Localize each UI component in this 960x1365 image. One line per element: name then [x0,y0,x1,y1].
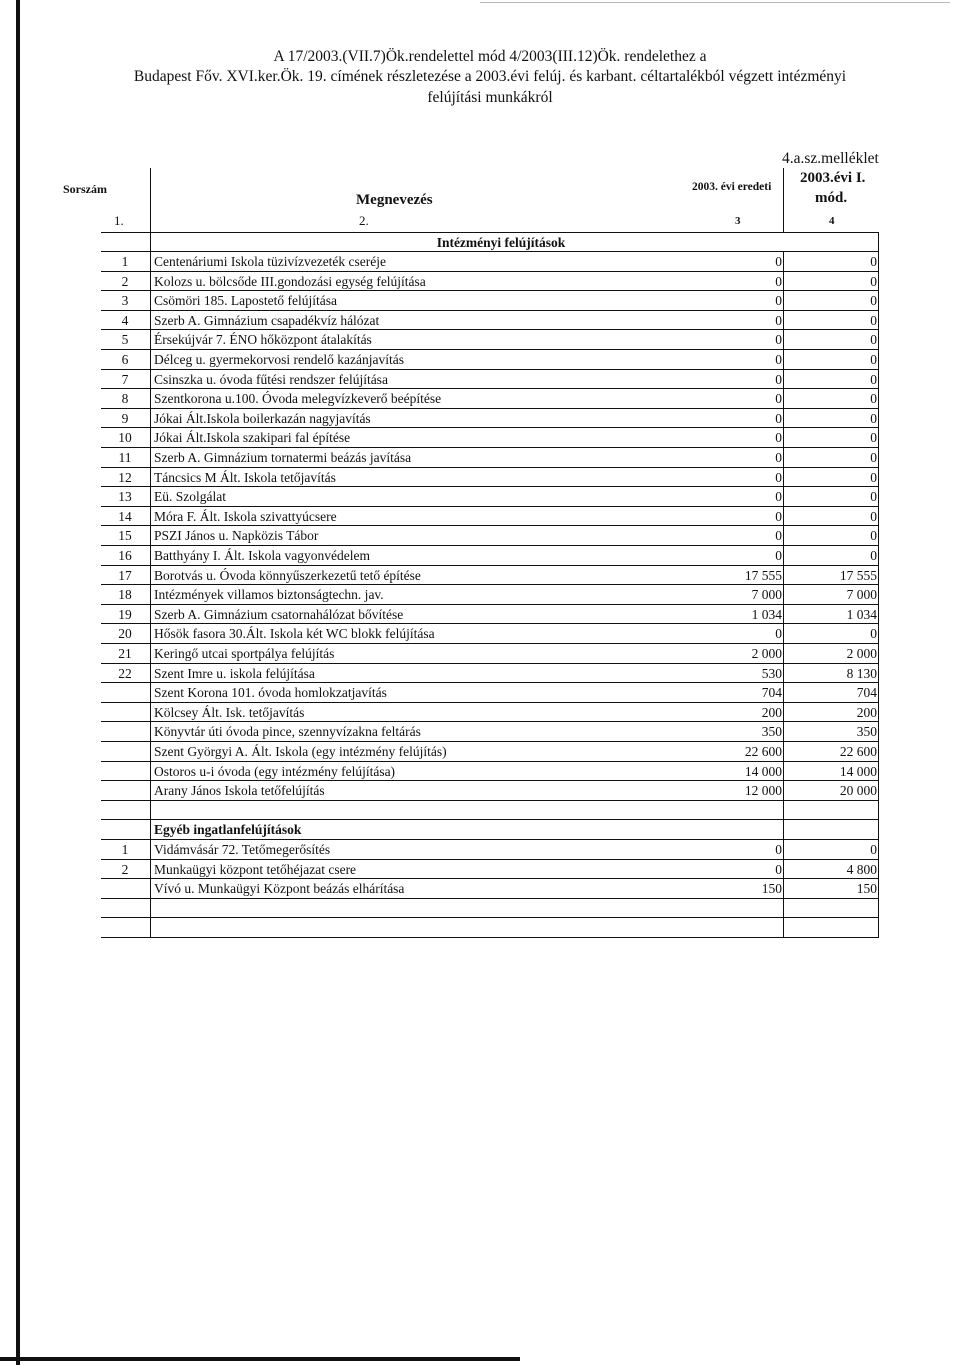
row-number [101,703,149,722]
row-number [101,742,149,761]
doc-title-line-1: A 17/2003.(VII.7)Ök.rendelettel mód 4/2003(III.12)Ök. rendelethez a [273,48,707,65]
row-value-modified: 8 130 [846,666,877,681]
row-number: 3 [121,293,129,308]
table-row [101,801,878,820]
row-value-modified: 20 000 [839,783,877,798]
row-number [101,781,149,800]
row-number: 19 [118,607,132,622]
row-value-original: 0 [775,862,782,877]
row-value-original: 0 [775,528,782,543]
table-row [101,370,878,389]
grid-vline [150,168,151,232]
row-value-original: 0 [775,842,782,857]
row-value-original: 0 [775,489,782,504]
row-name: Szent Imre u. iskola felújítása [154,666,315,681]
table-row [101,624,878,643]
row-value-original: 0 [775,411,782,426]
row-name: Könyvtár úti óvoda pince, szennyvízakna feltárás [154,724,421,739]
row-name: Vidámvásár 72. Tetőmegerősítés [154,842,331,857]
row-name: Szentkorona u.100. Óvoda melegvízkeverő beépítése [154,391,442,406]
doc-title-line-3: felújítási munkákról [427,89,553,106]
row-value-original: 22 600 [744,744,782,759]
header-colnum-1: 1. [114,213,124,228]
section-1-row [101,233,878,252]
row-value-original: 0 [775,450,782,465]
row-value-original: 0 [775,372,782,387]
row-number: 21 [118,646,132,661]
row-value-modified: 200 [856,705,877,720]
row-value-modified: 0 [870,274,877,289]
table-row [101,487,878,506]
row-value-modified: 0 [870,430,877,445]
grid-vline [783,168,784,232]
row-value-modified: 350 [856,724,877,739]
row-name: Borotvás u. Óvoda könnyűszerkezetű tető építése [154,568,421,583]
row-value-modified: 2 000 [846,646,877,661]
row-name: Érsekújvár 7. ÉNO hőközpont átalakítás [154,332,372,347]
table-row [101,546,878,565]
row-name: Szent Györgyi A. Ált. Iskola (egy intézmény felújítás) [154,744,447,759]
scan-top-edge [480,2,950,3]
row-name: Keringő utcai sportpálya felújítás [154,646,335,661]
row-number: 13 [118,489,132,504]
table-row [101,350,878,369]
row-name: Kolozs u. bölcsőde III.gondozási egység felújítása [154,274,426,289]
row-value-original: 14 000 [744,764,782,779]
row-value-modified: 14 000 [839,764,877,779]
row-number [101,899,149,918]
doc-title-line-2: Budapest Főv. XVI.ker.Ök. 19. címének részletezése a 2003.évi felúj. és karbant. céltartalékból végzett intézményi [133,68,847,85]
table-row [101,311,878,330]
row-number: 12 [118,470,132,485]
table-row [101,468,878,487]
table-row [101,840,878,859]
row-value-modified: 0 [870,450,877,465]
row-number: 11 [118,450,132,465]
annex-label: 4.a.sz.melléklet [782,150,879,167]
row-value-original [686,801,782,820]
row-value-modified: 7 000 [846,587,877,602]
row-value-original: 17 555 [744,568,782,583]
row-value-original: 200 [761,705,782,720]
row-number: 7 [121,372,129,387]
row-value-original: 0 [775,470,782,485]
row-name: PSZI János u. Napközis Tábor [154,528,319,543]
row-name: Munkaügyi központ tetőhéjazat csere [154,862,357,877]
header-mod-line2: mód. [815,190,848,206]
row-number: 14 [118,509,132,524]
row-value-original: 0 [775,293,782,308]
row-value-original: 350 [761,724,782,739]
row-number [101,683,149,702]
header-colnum-4: 4 [829,215,835,227]
row-value-original: 0 [775,626,782,641]
table-row [101,389,878,408]
row-value-modified: 0 [870,509,877,524]
row-number: 5 [121,332,129,347]
row-number: 15 [118,528,132,543]
section-1-title: Intézményi felújítások [436,235,566,250]
row-number: 18 [118,587,132,602]
row-value-modified: 0 [870,548,877,563]
table-row [101,664,878,683]
row-number: 4 [121,313,129,328]
table-row [101,703,878,722]
scan-left-edge [16,0,20,1365]
row-number [101,762,149,781]
row-name: Jókai Ált.Iskola boilerkazán nagyjavítás [154,411,371,426]
table-row [101,742,878,761]
row-value-modified: 0 [870,313,877,328]
table-row [101,762,878,781]
row-number: 6 [121,352,129,367]
grid-hline [101,937,878,938]
table-row [101,330,878,349]
row-value-modified: 0 [870,391,877,406]
row-number: 8 [121,391,129,406]
row-value-original: 0 [775,254,782,269]
row-value-modified [782,801,877,820]
header-megnevezes: Megnevezés [356,192,433,208]
row-value-original: 12 000 [744,783,782,798]
table-row [101,918,878,937]
row-number [101,801,149,820]
row-value-modified: 0 [870,254,877,269]
row-value-modified: 22 600 [839,744,877,759]
table-row [101,605,878,624]
row-name: Ostoros u-i óvoda (egy intézmény felújítása) [154,764,396,779]
row-number: 17 [118,568,132,583]
row-number: 20 [118,626,132,641]
row-value-modified: 0 [870,842,877,857]
row-value-modified: 0 [870,372,877,387]
table-row [101,291,878,310]
row-name: Kölcsey Ált. Isk. tetőjavítás [154,705,305,720]
row-name: Móra F. Ált. Iskola szivattyúcsere [154,509,337,524]
header-colnum-3: 3 [735,215,741,227]
row-name: Csömöri 185. Lapostető felújítása [154,293,337,308]
row-value-original: 150 [761,881,782,896]
row-value-modified: 0 [870,352,877,367]
row-number [101,918,149,937]
table-row [101,507,878,526]
row-number [101,722,149,741]
row-name: Arany János Iskola tetőfelújítás [154,783,325,798]
row-name: Batthyány I. Ált. Iskola vagyonvédelem [154,548,370,563]
table-row [101,272,878,291]
row-value-original: 0 [775,509,782,524]
row-value-original [686,899,782,918]
table-row [101,409,878,428]
row-number: 9 [121,411,129,426]
row-value-modified [782,899,877,918]
row-number: 1 [121,254,129,269]
row-name: Szerb A. Gimnázium csatornahálózat bővítése [154,607,404,622]
row-name: Szerb A. Gimnázium tornatermi beázás javítása [154,450,412,465]
row-name: Szent Korona 101. óvoda homlokzatjavítás [154,685,387,700]
table-row [101,879,878,898]
header-eredeti: 2003. évi eredeti [692,181,772,193]
row-name: Táncsics M Ált. Iskola tetőjavítás [154,470,336,485]
row-name: Intézmények villamos biztonságtechn. jav. [154,587,384,602]
row-name: Vívó u. Munkaügyi Központ beázás elhárítása [154,881,405,896]
row-name: Hősök fasora 30.Ált. Iskola két WC blokk felújítása [154,626,435,641]
row-number [101,879,149,898]
row-value-original: 1 034 [751,607,782,622]
row-number: 16 [118,548,132,563]
row-value-modified: 0 [870,411,877,426]
row-value-original: 530 [761,666,782,681]
row-value-modified: 0 [870,528,877,543]
grid-vline [878,232,879,938]
row-number: 10 [118,430,132,445]
row-value-original: 704 [761,685,782,700]
row-value-modified: 0 [870,293,877,308]
row-number: 2 [121,274,129,289]
row-name: Délceg u. gyermekorvosi rendelő kazánjavítás [154,352,405,367]
row-value-original: 0 [775,391,782,406]
section-2-row [101,820,878,839]
table-row [101,781,878,800]
row-number: 1 [121,842,129,857]
row-name: Jókai Ált.Iskola szakipari fal építése [154,430,351,445]
row-name: Centenáriumi Iskola tüzivízvezeték cseréje [154,254,387,269]
table-row [101,566,878,585]
table-row [101,899,878,918]
header-sorszam: Sorszám [63,182,107,196]
row-value-modified: 0 [870,470,877,485]
table-row [101,526,878,545]
row-value-modified: 150 [856,881,877,896]
row-number: 22 [118,666,132,681]
row-value-modified: 1 034 [846,607,877,622]
table-row [101,428,878,447]
row-value-modified [782,918,877,937]
row-value-modified: 17 555 [839,568,877,583]
row-value-modified: 0 [870,332,877,347]
row-value-modified: 0 [870,626,877,641]
table-row [101,683,878,702]
table-row [101,252,878,271]
section-2-title: Egyéb ingatlanfelújítások [154,822,302,837]
row-value-modified: 704 [856,685,877,700]
scan-bottom-edge [0,1357,520,1361]
table-row [101,722,878,741]
table-row [101,644,878,663]
row-number: 2 [121,862,129,877]
row-value-original: 0 [775,313,782,328]
row-value-original: 0 [775,352,782,367]
table-row [101,860,878,879]
row-value-original: 0 [775,430,782,445]
table-row [101,448,878,467]
row-value-original: 0 [775,548,782,563]
row-name: Eü. Szolgálat [154,489,226,504]
row-name: Szerb A. Gimnázium csapadékvíz hálózat [154,313,380,328]
row-name: Csinszka u. óvoda fűtési rendszer felújítása [154,372,388,387]
row-value-original [686,918,782,937]
table-row [101,585,878,604]
row-value-original: 7 000 [751,587,782,602]
row-value-original: 0 [775,332,782,347]
row-value-original: 2 000 [751,646,782,661]
row-value-modified: 0 [870,489,877,504]
header-mod-line1: 2003.évi I. [800,170,866,186]
header-colnum-2: 2. [359,213,369,228]
row-value-original: 0 [775,274,782,289]
row-value-modified: 4 800 [846,862,877,877]
